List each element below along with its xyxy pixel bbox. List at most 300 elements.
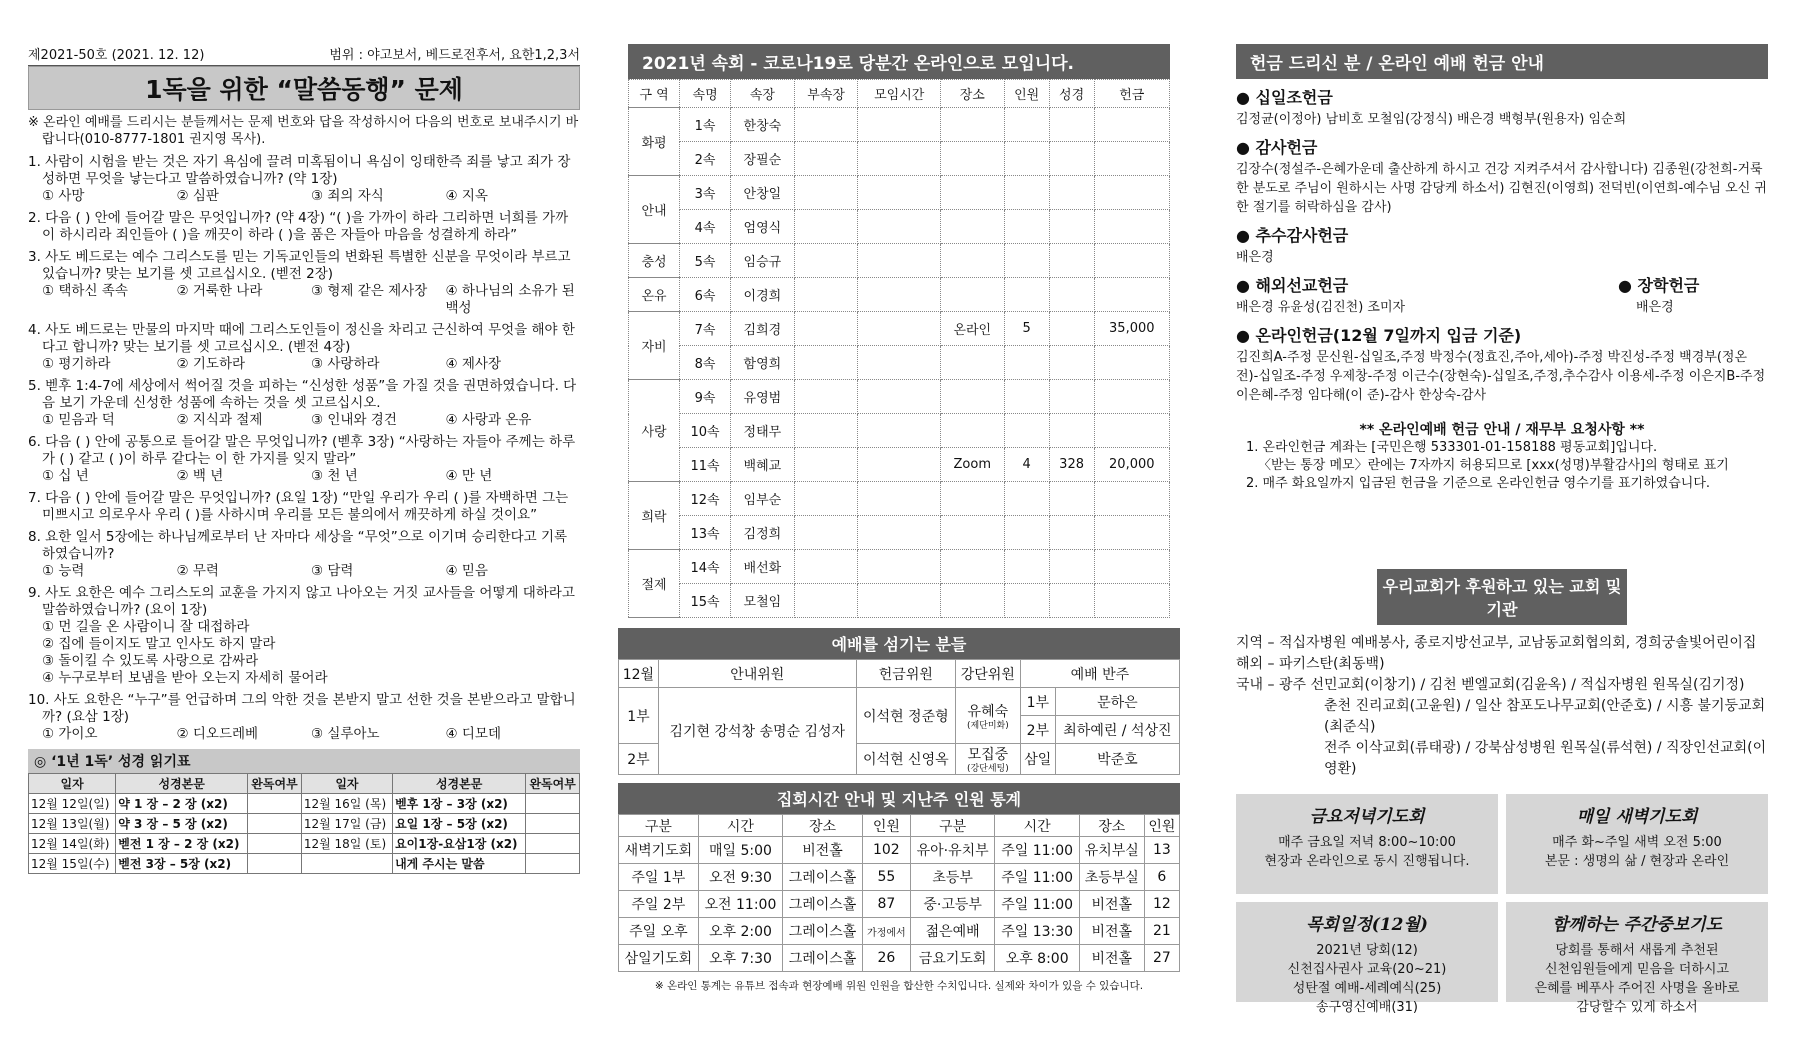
cell-row [629, 414, 1170, 448]
option: ④ 누구로부터 보냄을 받아 오는지 자세히 물어라 [42, 670, 328, 686]
attendance-cell: 오전 11:00 [698, 891, 782, 918]
attendance-header: 구분 [910, 815, 995, 837]
question-options [28, 563, 580, 580]
cell-value [858, 550, 940, 584]
reading-cell: 12월 12일(일) [29, 794, 116, 814]
attendance-cell: 27 [1144, 945, 1179, 972]
cell-value [940, 278, 1004, 312]
cell-header: 헌금 [1094, 80, 1169, 108]
support-title: 우리교회가 후원하고 있는 교회 및 기관 [1377, 569, 1627, 625]
question [28, 378, 580, 429]
question [28, 434, 580, 485]
cell-value [794, 482, 858, 516]
cell-row [629, 278, 1170, 312]
cell-value: 20,000 [1094, 448, 1169, 482]
servers-title: 예배를 섬기는 분들 [618, 628, 1180, 659]
altar-1: 유혜숙 (제단미화) [955, 688, 1020, 744]
reading-cell: 12월 15일(수) [29, 854, 116, 874]
attendance-header: 인원 [1144, 815, 1179, 837]
cell-value [858, 312, 940, 346]
question-text: 4. 사도 베드로는 만물의 마지막 때에 그리스도인들이 정신을 차리고 근신하여 무엇을 해야 한다고 합니까? 맞는 보기를 셋 고르십시오. (벧전 4장) [28, 322, 575, 355]
option: ② 심판 [176, 188, 219, 204]
cell-value [1094, 482, 1169, 516]
zone-name: 자비 [629, 312, 680, 380]
schedule-box-title: 목회일정(12월) [1306, 915, 1428, 935]
option: ④ 믿음 [445, 563, 488, 579]
attendance-cell: 주일 13:30 [995, 918, 1079, 945]
question-text: 9. 사도 요한은 예수 그리스도의 교훈을 가지지 않고 나아오는 거짓 교사들을 어떻게 대하라고 말씀하였습니까? (요이 1장) [28, 585, 575, 618]
cell-value [858, 516, 940, 550]
cell-meeting-table [628, 79, 1170, 618]
cell-value [858, 414, 940, 448]
cell-value: 35,000 [1094, 312, 1169, 346]
reading-cell: 12월 13일(월) [29, 814, 116, 834]
schedule-box-title: 함께하는 주간중보기도 [1551, 915, 1723, 935]
option: ① 평기하라 [42, 356, 111, 372]
cell-row [629, 516, 1170, 550]
cell-value [1094, 550, 1169, 584]
reading-row [29, 814, 580, 834]
cell-row [629, 244, 1170, 278]
cell-row [629, 210, 1170, 244]
cell-value [858, 210, 940, 244]
attendance-cell: 삼일기도회 [619, 945, 699, 972]
cell-value [1004, 482, 1049, 516]
cell-value: 1속 [680, 108, 731, 142]
attendance-cell: 금요기도회 [910, 945, 995, 972]
cell-value [1094, 414, 1169, 448]
cell-value: 장필순 [731, 142, 795, 176]
cell-header: 성경 [1049, 80, 1094, 108]
question [28, 249, 580, 317]
cell-value [1049, 550, 1094, 584]
schedule-box-line: 성탄절 예배-세례예식(25) [1292, 981, 1442, 996]
cell-value: 7속 [680, 312, 731, 346]
option: ② 지식과 절제 [176, 412, 263, 428]
cell-value [940, 584, 1004, 618]
schedule-box-line: 은혜를 베푸사 주어진 사명을 올바로 [1534, 981, 1740, 996]
reading-cell [301, 854, 392, 874]
schedule-box [1236, 902, 1498, 1015]
cell-value [858, 584, 940, 618]
attendance-header: 시간 [995, 815, 1079, 837]
cell-value: 김희경 [731, 312, 795, 346]
servers-header: 12월 [619, 660, 659, 688]
schedule-box-line: 2021년 당회(12) [1316, 943, 1418, 958]
cell-value [794, 584, 858, 618]
option: ① 사망 [42, 188, 85, 204]
option: ④ 디모데 [445, 726, 502, 742]
cell-value: 14속 [680, 550, 731, 584]
cell-header: 속명 [680, 80, 731, 108]
attendance-row [619, 945, 1180, 972]
question-text: 7. 다음 ( ) 안에 들어갈 말은 무엇입니까? (요일 1장) “만일 우리가 우리 ( )를 자백하면 그는 미쁘시고 의로우사 우리 ( )를 사하시며 우리를 모든 불의에서 깨끗하게 하실 것이요” [28, 490, 569, 523]
attendance-cell: 초등부실 [1079, 864, 1144, 891]
cell-row [629, 176, 1170, 210]
cell-value [940, 210, 1004, 244]
reading-header: 완독여부 [248, 774, 302, 794]
attendance-cell: 비전홀 [783, 837, 863, 864]
cell-value: 배선화 [731, 550, 795, 584]
cell-value [858, 142, 940, 176]
cell-value [1094, 108, 1169, 142]
cell-header: 인원 [1004, 80, 1049, 108]
cell-value: 정태무 [731, 414, 795, 448]
question [28, 210, 580, 244]
thanks-heading: ● 감사헌금 [1236, 135, 1768, 158]
option: ③ 인내와 경건 [311, 412, 397, 428]
cell-value [794, 448, 858, 482]
question-text: 1. 사람이 시험을 받는 것은 자기 욕심에 끌려 미혹됨이니 욕심이 잉태한즉 죄를 낳고 죄가 장성하면 무엇을 낳는다고 말씀하였습니까? (약 1장) [28, 154, 571, 187]
cell-value: 13속 [680, 516, 731, 550]
cell-value [940, 108, 1004, 142]
question [28, 529, 580, 580]
question [28, 692, 580, 743]
cell-value [794, 516, 858, 550]
attendance-header: 장소 [1079, 815, 1144, 837]
issue-line [28, 44, 580, 66]
attendance-cell: 87 [862, 891, 910, 918]
question-options [28, 283, 580, 317]
mission-scholar-row [1236, 267, 1768, 317]
cell-value [940, 380, 1004, 414]
cell-value: 이경희 [731, 278, 795, 312]
reading-cell [248, 834, 302, 854]
cell-value: 온라인 [940, 312, 1004, 346]
cell-value [1049, 516, 1094, 550]
attendance-cell: 21 [1144, 918, 1179, 945]
attendance-cell: 그레이스홀 [783, 864, 863, 891]
notice-list [1236, 439, 1768, 493]
attendance-cell: 유아·유치부 [910, 837, 995, 864]
schedule-box [1506, 794, 1768, 894]
reading-cell: 약 1 장 – 2 장 (x2) [116, 794, 248, 814]
question [28, 490, 580, 524]
zone-name: 충성 [629, 244, 680, 278]
schedule-box-line: 당회를 통해서 새롭게 추천된 [1555, 943, 1719, 958]
cell-value [794, 244, 858, 278]
cell-value [794, 414, 858, 448]
cell-value [858, 448, 940, 482]
attendance-row [619, 918, 1180, 945]
cell-value [940, 414, 1004, 448]
cell-value [794, 142, 858, 176]
question [28, 585, 580, 687]
reading-cell: 벧전 1 장 – 2 장 (x2) [116, 834, 248, 854]
cell-row [629, 312, 1170, 346]
online-heading: ● 온라인헌금(12월 7일까지 입금 기준) [1236, 323, 1768, 346]
schedule-boxes [1236, 794, 1768, 1015]
schedule-box [1236, 794, 1498, 894]
cell-value [794, 380, 858, 414]
cell-header: 속장 [731, 80, 795, 108]
reading-row [29, 834, 580, 854]
question-options [28, 726, 580, 743]
cell-value: 5 [1004, 312, 1049, 346]
notice-item: 〈받는 통장 메모〉란에는 7자까지 허용되므로 [xxx(성명)부활감사]의 형태로 표기 [1258, 458, 1729, 473]
zone-name: 안내 [629, 176, 680, 244]
offering-column [1236, 44, 1768, 1015]
option: ③ 죄의 자식 [311, 188, 384, 204]
servers-header: 헌금위원 [856, 660, 955, 688]
cell-value: 6속 [680, 278, 731, 312]
option: ① 가이오 [42, 726, 98, 742]
attendance-cell: 비전홀 [1079, 945, 1144, 972]
cell-row [629, 482, 1170, 516]
issue-number: 제2021-50호 (2021. 12. 12) [28, 48, 205, 63]
acc-label: 삼일 [1020, 744, 1055, 775]
option: ② 백 년 [176, 468, 224, 484]
zone-name: 절제 [629, 550, 680, 618]
question-text: 8. 요한 일서 5장에는 하나님께로부터 난 자마다 세상을 “무엇”으로 이기며 승리한다고 기록 하였습니까? [28, 529, 568, 562]
option: ③ 사랑하라 [311, 356, 380, 372]
reading-cell [248, 814, 302, 834]
acc-label: 2부 [1020, 716, 1055, 744]
cell-value [1004, 244, 1049, 278]
schedule-box-line: 신천집사권사 교육(20~21) [1287, 962, 1447, 977]
question-text: 3. 사도 베드로는 예수 그리스도를 믿는 기독교인들의 변화된 특별한 신분을 무엇이라 부르고 있습니까? 맞는 보기를 셋 고르십시오. (벧전 2장) [28, 249, 571, 282]
option: ① 십 년 [42, 468, 89, 484]
cell-value: 유영범 [731, 380, 795, 414]
option: ① 먼 길을 온 사람이니 잘 대접하라 [42, 619, 250, 635]
cell-value [1004, 550, 1049, 584]
attendance-row [619, 864, 1180, 891]
option: ④ 지옥 [445, 188, 488, 204]
support-item: 해외 – 파키스탄(최동백) [1236, 656, 1385, 672]
cell-value [1004, 346, 1049, 380]
cell-value [1049, 346, 1094, 380]
attendance-cell: 오후 8:00 [995, 945, 1079, 972]
quiz-note: ※ 온라인 예배를 드리시는 분들께서는 문제 번호와 답을 작성하시어 다음의 번호로 보내주시기 바랍니다(010-8777-1801 권지영 목사). [28, 115, 579, 147]
cell-value [1094, 380, 1169, 414]
cell-meeting-column [622, 44, 1176, 993]
option: ④ 제사장 [445, 356, 502, 372]
option: ③ 돌이킬 수 있도록 사랑으로 감싸라 [42, 653, 259, 669]
option: ② 기도하라 [176, 356, 246, 372]
quiz-title: 1독을 위한 “말씀동행” 문제 [28, 66, 580, 110]
service-1: 1부 [619, 688, 659, 744]
reading-cell [526, 814, 580, 834]
attendance-title: 집회시간 안내 및 지난주 인원 통계 [618, 783, 1180, 814]
cell-value: 2속 [680, 142, 731, 176]
cell-value: 함영희 [731, 346, 795, 380]
cell-value [940, 244, 1004, 278]
zone-name: 온유 [629, 278, 680, 312]
cell-value [1049, 584, 1094, 618]
scholar-names: 배은경 [1636, 300, 1674, 315]
cell-value [1049, 142, 1094, 176]
cell-value [1094, 244, 1169, 278]
cell-value [1049, 414, 1094, 448]
option: ④ 하나님의 소유가 된 백성 [445, 283, 575, 316]
schedule-box-title: 매일 새벽기도회 [1576, 807, 1698, 827]
reading-header: 완독여부 [526, 774, 580, 794]
reading-row [29, 854, 580, 874]
attendance-row [619, 837, 1180, 864]
cell-value [1049, 108, 1094, 142]
cell-value: 4 [1004, 448, 1049, 482]
attendance-header: 구분 [619, 815, 699, 837]
thanks-names: 김장수(정설주-은혜가운데 출산하게 하시고 건강 지켜주셔서 감사합니다) 김종원(강천희-거룩한 분도로 주님이 원하시는 사명 감당케 하소서) 김현진(이영희) 전덕빈(이연희-예수님 오신 귀한 절기를 허락하심을 감사) [1236, 162, 1767, 215]
cell-value: Zoom [940, 448, 1004, 482]
cell-meeting-banner: 2021년 속회 - 코로나19로 당분간 온라인으로 모입니다. [628, 44, 1170, 79]
schedule-box-line: 감당할수 있게 하소서 [1576, 1000, 1698, 1015]
cell-value [858, 380, 940, 414]
notice-item: 1. 온라인헌금 계좌는 [국민은행 533301-01-158188 평동교회]입니다. [1246, 440, 1658, 455]
zone-name: 사랑 [629, 380, 680, 482]
reading-header: 성경본문 [393, 774, 526, 794]
cell-value [1094, 176, 1169, 210]
cell-value: 3속 [680, 176, 731, 210]
support-item: 전주 이삭교회(류태광) / 강북삼성병원 원목실(류석현) / 직장인선교회(이영환) [1324, 740, 1767, 777]
attendance-cell: 주일 오후 [619, 918, 699, 945]
reading-row [29, 794, 580, 814]
service-2: 2부 [619, 744, 659, 775]
question [28, 322, 580, 373]
attendance-cell: 주일 1부 [619, 864, 699, 891]
schedule-box [1506, 902, 1768, 1015]
attendance-cell: 새벽기도회 [619, 837, 699, 864]
cell-value [1049, 380, 1094, 414]
scholar-heading: ● 장학헌금 [1618, 273, 1768, 296]
reading-cell [248, 794, 302, 814]
question-text: 6. 다음 ( ) 안에 공통으로 들어갈 말은 무엇입니까? (벧후 3장) “사랑하는 자들아 주께는 하루가 ( ) 같고 ( )이 하루 같다는 이 한 가지를 잊지 말라” [28, 434, 576, 467]
cell-value [858, 176, 940, 210]
attendance-cell: 102 [862, 837, 910, 864]
cell-value [1049, 482, 1094, 516]
attendance-header: 인원 [862, 815, 910, 837]
servers-header: 강단위원 [955, 660, 1020, 688]
harvest-heading: ● 추수감사헌금 [1236, 223, 1768, 246]
cell-value [1004, 176, 1049, 210]
harvest-names: 배은경 [1236, 250, 1274, 265]
cell-value [1004, 516, 1049, 550]
attendance-cell: 오후 7:30 [698, 945, 782, 972]
reading-cell: 요일 1장 – 5장 (x2) [393, 814, 526, 834]
support-item: 춘천 진리교회(고윤원) / 일산 참포도나무교회(안준호) / 시흥 불기둥교회(최준식) [1324, 698, 1766, 735]
offering-1: 이석현 정준형 [856, 688, 955, 744]
attendance-cell: 오후 2:00 [698, 918, 782, 945]
cell-value [858, 108, 940, 142]
cell-value [858, 346, 940, 380]
cell-value [794, 176, 858, 210]
quiz-column [28, 44, 580, 874]
cell-value: 8속 [680, 346, 731, 380]
cell-value [1094, 346, 1169, 380]
question-list [28, 154, 580, 743]
acc-name: 박준호 [1055, 744, 1179, 775]
notice-item: 2. 매주 화요일까지 입금된 헌금을 기준으로 온라인헌금 영수기를 표기하였습니다. [1246, 476, 1711, 491]
tithe-names: 김정균(이정아) 남비호 모철임(강정식) 배은경 백형부(원용자) 임순희 [1236, 112, 1627, 127]
attendance-header: 장소 [783, 815, 863, 837]
cell-value [794, 346, 858, 380]
cell-value: 임승규 [731, 244, 795, 278]
reading-cell [526, 794, 580, 814]
cell-value [940, 550, 1004, 584]
schedule-box-title: 금요저녁기도회 [1309, 807, 1425, 827]
attendance-cell: 가정에서 [862, 918, 910, 945]
cell-value: 안창일 [731, 176, 795, 210]
cell-row [629, 346, 1170, 380]
attendance-cell: 비전홀 [1079, 891, 1144, 918]
option: ① 능력 [42, 563, 85, 579]
tithe-heading: ● 십일조헌금 [1236, 85, 1768, 108]
reading-cell: 벧전 3장 – 5장 (x2) [116, 854, 248, 874]
issue-range: 범위 : 야고보서, 베드로전후서, 요한1,2,3서 [329, 48, 580, 63]
cell-value [858, 482, 940, 516]
cell-value [858, 244, 940, 278]
option: ② 무력 [176, 563, 219, 579]
cell-value [1049, 176, 1094, 210]
attendance-cell: 유치부실 [1079, 837, 1144, 864]
cell-value [858, 278, 940, 312]
option: ④ 만 년 [445, 468, 493, 484]
guide-members: 김기현 강석창 송명순 김성자 [658, 688, 856, 775]
cell-value: 임부순 [731, 482, 795, 516]
cell-value: 9속 [680, 380, 731, 414]
altar-2: 모집중 (강단세팅) [955, 744, 1020, 775]
cell-value [794, 312, 858, 346]
option: ② 집에 들이지도 말고 인사도 하지 말라 [42, 636, 276, 652]
cell-value: 엄영식 [731, 210, 795, 244]
offering-2: 이석현 신영옥 [856, 744, 955, 775]
attendance-cell: 그레이스홀 [783, 945, 863, 972]
cell-header: 부속장 [794, 80, 858, 108]
reading-cell: 12월 18일 (토) [301, 834, 392, 854]
zone-name: 희락 [629, 482, 680, 550]
cell-value: 한창숙 [731, 108, 795, 142]
option: ② 디오드레베 [176, 726, 259, 742]
attendance-cell: 주일 2부 [619, 891, 699, 918]
attendance-cell: 13 [1144, 837, 1179, 864]
reading-cell: 벧후 1장 – 3장 (x2) [393, 794, 526, 814]
cell-value: 10속 [680, 414, 731, 448]
attendance-cell: 젊은예배 [910, 918, 995, 945]
cell-row [629, 448, 1170, 482]
attendance-cell: 그레이스홀 [783, 891, 863, 918]
attendance-cell: 그레이스홀 [783, 918, 863, 945]
cell-value [1004, 380, 1049, 414]
attendance-cell: 오전 9:30 [698, 864, 782, 891]
reading-header: 일자 [301, 774, 392, 794]
cell-value [1094, 516, 1169, 550]
reading-cell: 12월 17일 (금) [301, 814, 392, 834]
cell-value [1094, 210, 1169, 244]
cell-value [940, 516, 1004, 550]
cell-header: 장소 [940, 80, 1004, 108]
reading-cell [526, 834, 580, 854]
question-options [28, 188, 580, 205]
attendance-cell: 초등부 [910, 864, 995, 891]
servers-table [618, 659, 1180, 775]
reading-plan-title: ◎ ‘1년 1독’ 성경 읽기표 [28, 749, 580, 773]
support-item: 국내 – 광주 선민교회(이창기) / 김천 벧엘교회(김윤옥) / 적십자병원 원목실(김기정) [1236, 677, 1745, 693]
attendance-cell: 12 [1144, 891, 1179, 918]
reading-header: 일자 [29, 774, 116, 794]
cell-value [1004, 278, 1049, 312]
option: ③ 천 년 [311, 468, 358, 484]
acc-name: 문하은 [1055, 688, 1179, 716]
cell-value [1004, 584, 1049, 618]
reading-cell: 약 3 장 – 5 장 (x2) [116, 814, 248, 834]
question [28, 154, 580, 205]
reading-cell [526, 854, 580, 874]
offering-banner: 헌금 드리신 분 / 온라인 예배 헌금 안내 [1236, 44, 1768, 79]
cell-value [1004, 108, 1049, 142]
attendance-table [618, 814, 1180, 972]
schedule-box-line: 송구영신예배(31) [1315, 1000, 1419, 1015]
mission-heading: ● 해외선교헌금 [1236, 273, 1618, 296]
